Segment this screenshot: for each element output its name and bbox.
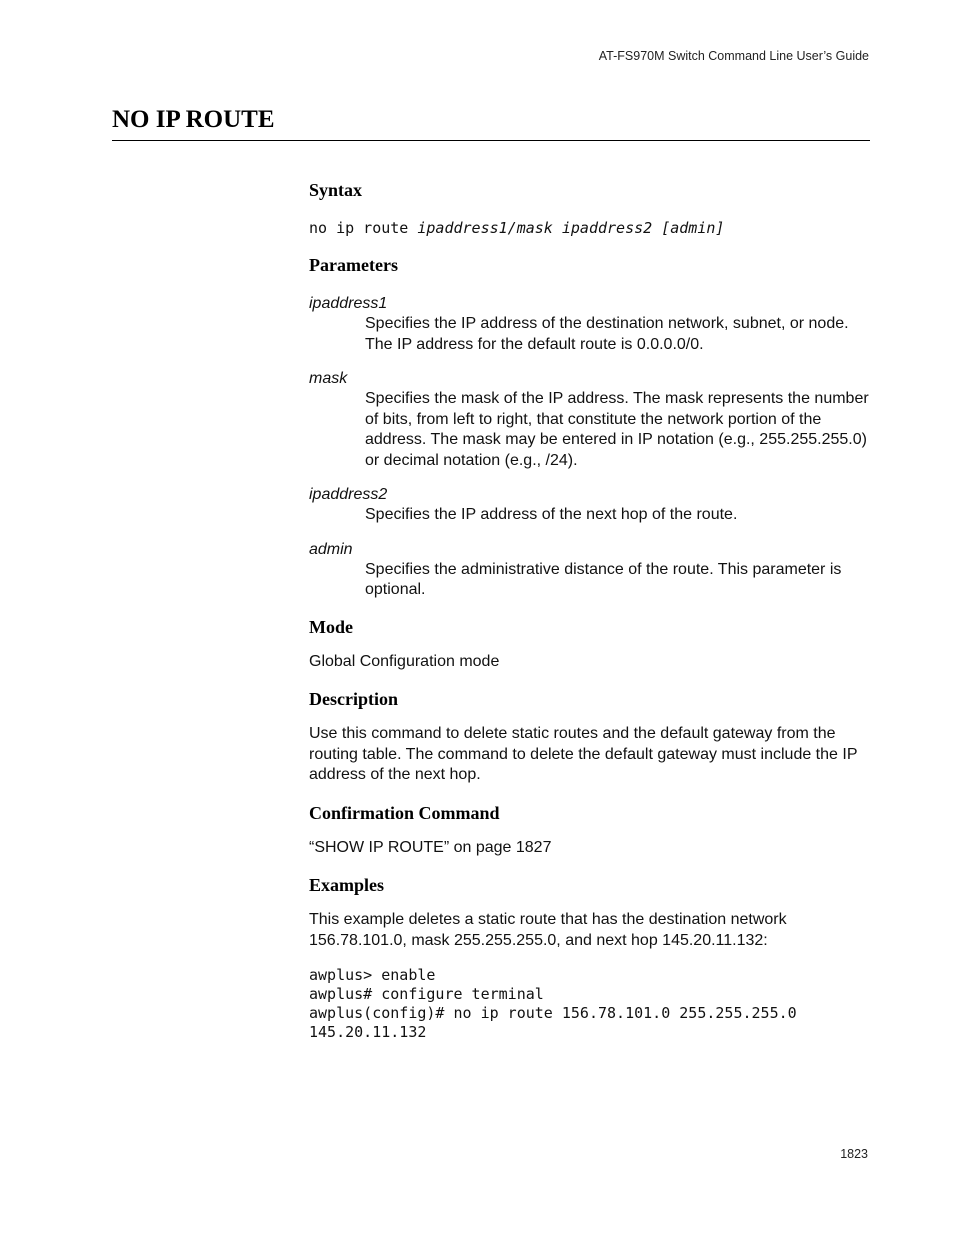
example-code [309,966,871,1042]
param-description: Specifies the mask of the IP address. The mask represents the number of bits, from left to right, that constitute the network portion of the address. The mask may be entered in IP notation (e.g., 255.255.255.0) or decimal notation (e.g., /24). [365,390,869,469]
param-name: ipaddress2 [309,486,388,503]
param-name: mask [309,370,348,387]
running-header: AT-FS970M Switch Command Line User’s Guide [598,49,869,63]
syntax-heading: Syntax [309,180,363,200]
content [309,178,871,1042]
syntax-args: ipaddress1/mask ipaddress2 [admin] [417,219,725,237]
code-line: 145.20.11.132 [309,1023,427,1041]
examples-intro: This example deletes a static route that has the destination network 156.78.101.0, mask 255.255.255.0, and next hop 145.20.11.132: [309,911,787,949]
code-line: awplus# configure terminal [309,985,544,1003]
parameters-list [309,294,871,601]
syntax-command-text: no ip route [309,219,418,237]
description-text: Use this command to delete static routes and the default gateway from the routing table. The command to delete the default gateway must include the IP address of the next hop. [309,725,858,783]
param-name: admin [309,540,353,558]
param-admin [309,540,871,601]
syntax-command [309,219,871,237]
examples-heading: Examples [309,875,385,895]
param-description: Specifies the IP address of the destination network, subnet, or node. The IP address for the default route is 0.0.0.0/0. [365,315,849,353]
param-ipaddress2 [309,485,871,526]
param-description: Specifies the administrative distance of the route. This parameter is optional. [365,560,842,598]
mode-text: Global Configuration mode [309,652,500,670]
param-name: ipaddress1 [309,295,388,312]
parameters-heading: Parameters [309,255,398,275]
page-title: NO IP ROUTE [112,106,275,133]
mode-heading: Mode [309,616,353,637]
code-line: awplus(config)# no ip route 156.78.101.0 255.255.255.0 [309,1004,797,1022]
confirmation-link[interactable]: “SHOW IP ROUTE” on page 1827 [309,838,552,856]
confirmation-heading: Confirmation Command [309,802,500,823]
page-number: 1823 [840,1147,868,1161]
description-heading: Description [309,689,398,709]
code-line: awplus> enable [309,966,436,984]
param-mask [309,369,871,471]
title-rule [112,140,870,141]
param-description: Specifies the IP address of the next hop of the route. [365,506,738,523]
param-ipaddress1 [309,294,871,355]
